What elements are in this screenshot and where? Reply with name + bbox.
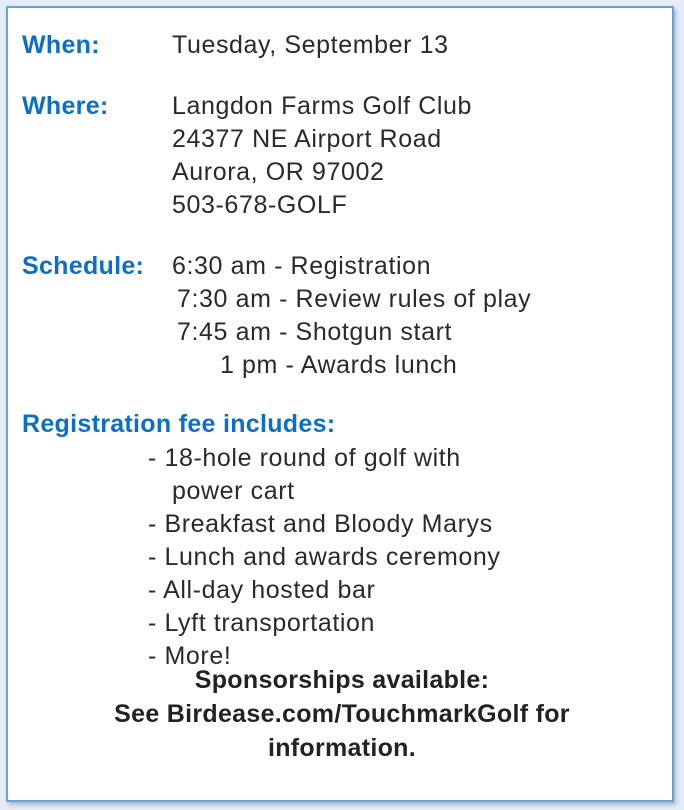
schedule-item: 7:45 am - Shotgun start — [177, 318, 453, 346]
schedule-item: 1 pm - Awards lunch — [220, 351, 458, 379]
fee-item: - 18-hole round of golf with — [148, 444, 461, 472]
where-line: Aurora, OR 97002 — [172, 158, 385, 186]
fee-item: - More! — [148, 642, 232, 670]
where-line: 503-678-GOLF — [172, 191, 348, 219]
fee-item: power cart — [172, 477, 295, 505]
where-line: Langdon Farms Golf Club — [172, 92, 473, 120]
fee-item: - Lyft transportation — [148, 609, 376, 637]
sponsorship-info: information. — [267, 734, 417, 762]
when-value: Tuesday, September 13 — [172, 31, 449, 59]
fee-item: - Breakfast and Bloody Marys — [148, 510, 493, 538]
sponsorship-heading: Sponsorships available: — [194, 666, 490, 694]
fee-item: - Lunch and awards ceremony — [148, 543, 501, 571]
schedule-item: 7:30 am - Review rules of play — [177, 285, 532, 313]
fee-item: - All-day hosted bar — [148, 576, 376, 604]
when-label: When: — [22, 31, 100, 59]
schedule-item: 6:30 am - Registration — [172, 252, 432, 280]
fee-label: Registration fee includes: — [22, 410, 336, 438]
where-label: Where: — [22, 92, 109, 120]
schedule-label: Schedule: — [22, 252, 145, 280]
where-line: 24377 NE Airport Road — [172, 125, 442, 153]
sponsorship-link-text: See Birdease.com/TouchmarkGolf for — [114, 700, 570, 728]
